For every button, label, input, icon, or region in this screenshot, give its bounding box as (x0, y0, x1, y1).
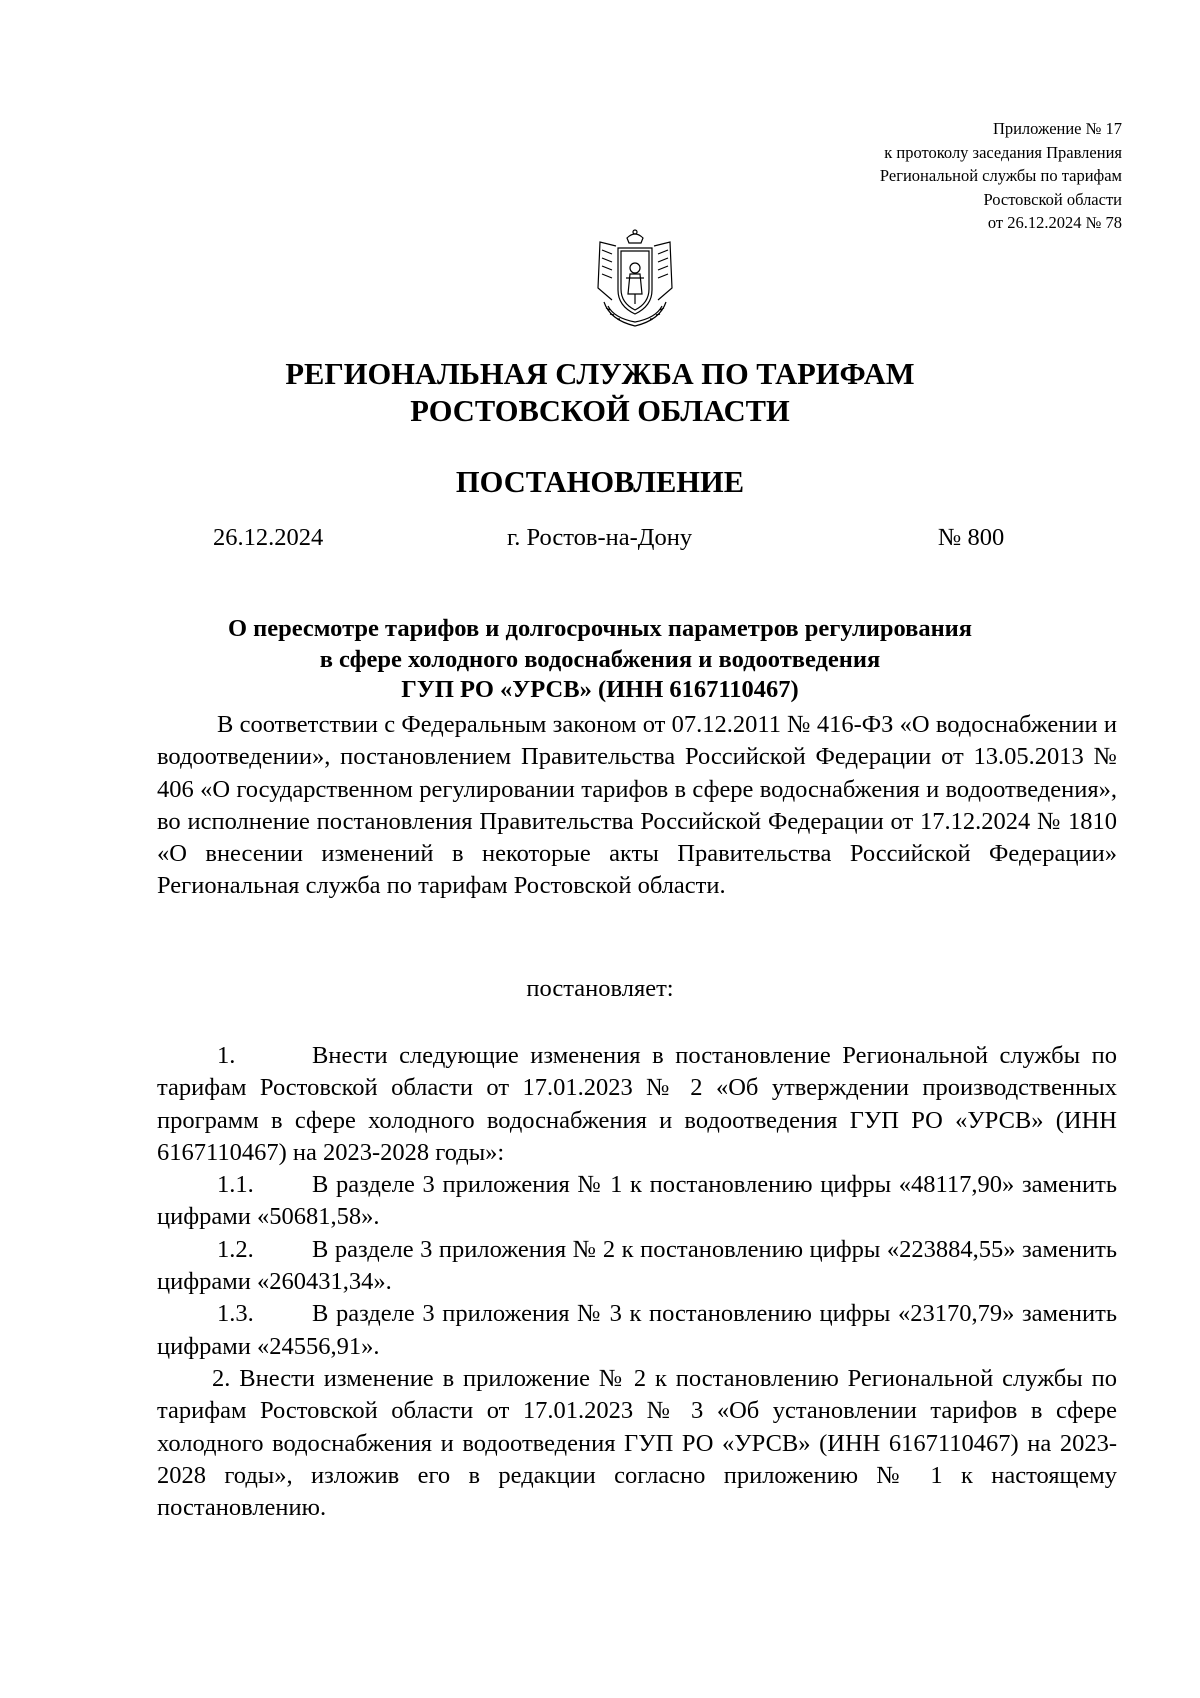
list-item (157, 1234, 1117, 1299)
organization-title-line2: РОСТОВСКОЙ ОБЛАСТИ (410, 394, 790, 428)
organization-title-line1: РЕГИОНАЛЬНАЯ СЛУЖБА ПО ТАРИФАМ (285, 357, 915, 391)
document-subject (0, 614, 1200, 706)
item-text: В разделе 3 приложения № 2 к постановлению цифры «223884,55» заменить цифрами «260431,34». (157, 1235, 1117, 1296)
attachment-note (880, 117, 1122, 235)
attachment-line: Ростовской области (983, 189, 1122, 209)
attachment-line: от 26.12.2024 № 78 (987, 213, 1122, 232)
subject-line: в сфере холодного водоснабжения и водоотведения (319, 645, 881, 673)
subject-line: О пересмотре тарифов и долгосрочных параметров регулирования (227, 615, 973, 642)
attachment-line: Приложение № 17 (992, 119, 1122, 138)
document-city: г. Ростов-на-Дону (507, 524, 693, 551)
resolution-items (157, 1040, 1117, 1524)
organization-title (0, 356, 1200, 430)
list-item (157, 1298, 1117, 1363)
item-text: В разделе 3 приложения № 3 к постановлению цифры «23170,79» заменить цифрами «24556,91». (157, 1300, 1117, 1360)
item-number: 1. (217, 1042, 236, 1069)
item-text: В разделе 3 приложения № 1 к постановлению цифры «48117,90» заменить цифрами «50681,58». (157, 1171, 1117, 1231)
item-text: Внести следующие изменения в постановление Региональной службы по тарифам Ростовской области от 17.01.2023 № 2 «Об утверждении производственных программ в сфере холодного водоснабжения и водоотведения ГУП РО «УРСВ» (ИНН 6167110467) на 2023-2028 годы»: (157, 1042, 1117, 1166)
document-meta (0, 521, 1200, 555)
subject-line: ГУП РО «УРСВ» (ИНН 6167110467) (401, 676, 799, 703)
item-number: 1.1. (217, 1171, 254, 1199)
document-type: ПОСТАНОВЛЕНИЕ (455, 465, 745, 499)
resolves-heading: постановляет: (526, 975, 674, 1002)
preamble-text: В соответствии с Федеральным законом от 07.12.2011 № 416-ФЗ «О водоснабжении и водоотведении», постановлением Правительства Российской Федерации от 13.05.2013 № 406 «О государственном регулировании тарифов в сфере водоснабжения и водоотведения», во исполнение постановления Правительства Российской Федерации от 17.12.2024 № 1810 «О внесении изменений в некоторые акты Правительства Российской Федерации» Региональная служба по тарифам Ростовской области. (157, 711, 1117, 900)
item-number: 1.3. (217, 1300, 254, 1328)
attachment-line: Региональной службы по тарифам (879, 166, 1122, 185)
preamble (157, 709, 1117, 903)
list-item-2: 2. Внести изменение в приложение № 2 к постановлению Региональной службы по тарифам Ростовской области от 17.01.2023 № 3 «Об установлении тарифов в сфере холодного водоснабжения и водоотведения ГУП РО «УРСВ» (ИНН 6167110467) на 2023-2028 годы», изложив его в редакции согласно приложению № 1 к настоящему постановлению. (157, 1364, 1117, 1522)
document-date: 26.12.2024 (213, 524, 324, 551)
document-number: № 800 (938, 524, 1005, 551)
attachment-line: к протоколу заседания Правления (884, 142, 1122, 162)
coat-of-arms-icon (590, 228, 680, 330)
list-item (157, 1040, 1117, 1169)
list-item (157, 1169, 1117, 1234)
item-number: 1.2. (217, 1235, 254, 1263)
